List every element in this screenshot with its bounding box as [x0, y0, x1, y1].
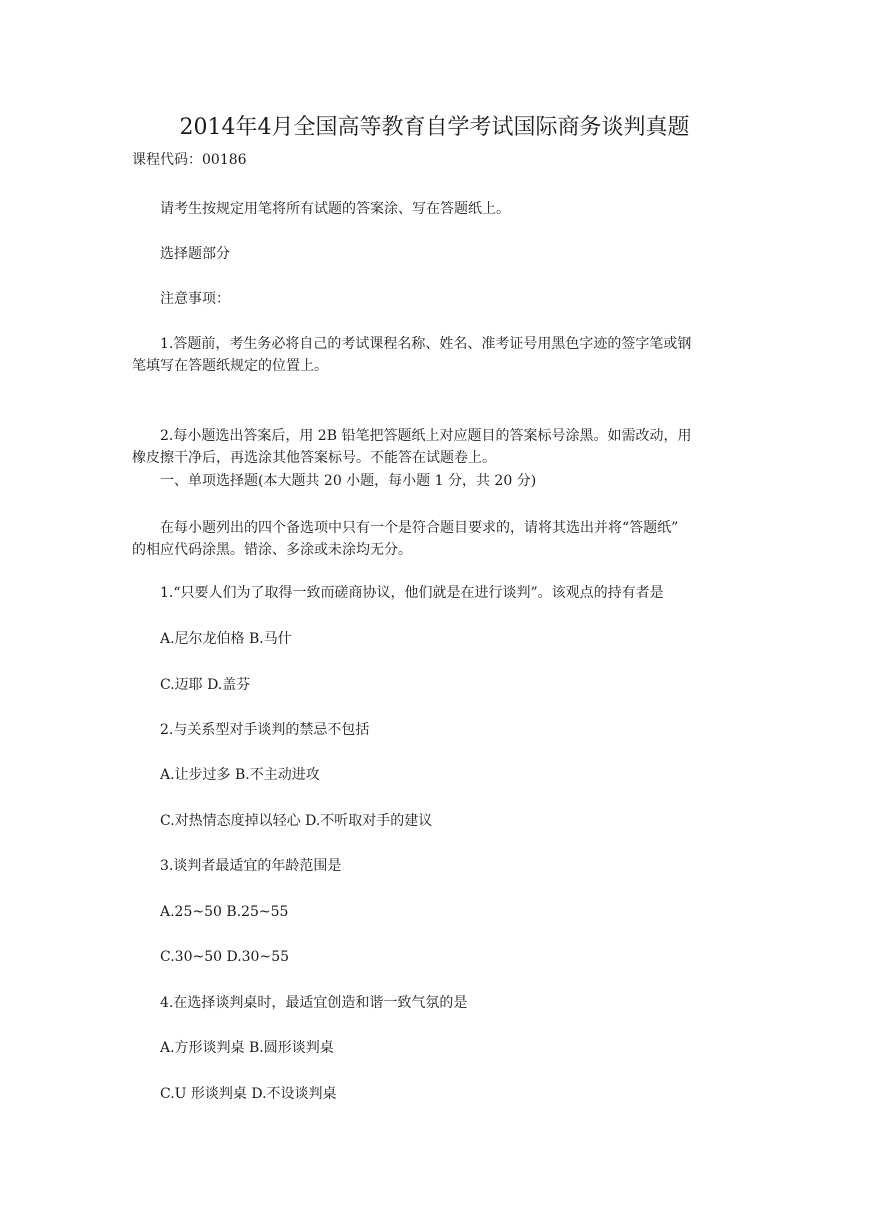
note-2-line-1: 2.每小题选出答案后，用 2B 铅笔把答题纸上对应题目的答案标号涂黑。如需改动，用 — [160, 428, 692, 444]
question-3-options-cd: C.30~50 D.30~55 — [160, 949, 290, 965]
note-1-line-2: 笔填写在答题纸规定的位置上。 — [132, 358, 328, 374]
section-heading: 选择题部分 — [160, 246, 230, 262]
document-title: 2014年4月全国高等教育自学考试国际商务谈判真题 — [179, 115, 690, 140]
question-1-stem: 1.“只要人们为了取得一致而磋商协议，他们就是在进行谈判”。该观点的持有者是 — [160, 585, 664, 601]
question-4-options-cd: C.U 形谈判桌 D.不设谈判桌 — [160, 1086, 337, 1102]
question-4-options-ab: A.方形谈判桌 B.圆形谈判桌 — [160, 1040, 334, 1056]
question-4-stem: 4.在选择谈判桌时，最适宜创造和谐一致气氛的是 — [160, 995, 468, 1011]
part-one-instruction — [132, 517, 742, 561]
question-2-stem: 2.与关系型对手谈判的禁忌不包括 — [160, 722, 370, 738]
question-2-options-ab: A.让步过多 B.不主动进攻 — [160, 767, 320, 783]
part-one-instruction-line-1: 在每小题列出的四个备选项中只有一个是符合题目要求的，请将其选出并将“答题纸” — [160, 520, 679, 536]
question-2-options-cd: C.对热情态度掉以轻心 D.不听取对手的建议 — [160, 813, 433, 829]
note-2-line-2: 橡皮擦干净后，再选涂其他答案标号。不能答在试题卷上。 — [132, 450, 496, 466]
question-3-stem: 3.谈判者最适宜的年龄范围是 — [160, 858, 342, 874]
answer-instruction: 请考生按规定用笔将所有试题的答案涂、写在答题纸上。 — [160, 201, 510, 217]
question-1-options-cd: C.迈耶 D.盖芬 — [160, 677, 251, 693]
note-1 — [132, 333, 742, 377]
part-one-instruction-line-2: 的相应代码涂黑。错涂、多涂或未涂均无分。 — [132, 542, 412, 558]
note-2 — [132, 425, 742, 469]
question-1-options-ab: A.尼尔龙伯格 B.马什 — [160, 631, 292, 647]
part-one-heading: 一、单项选择题(本大题共 20 小题，每小题 1 分，共 20 分) — [160, 473, 537, 489]
note-1-line-1: 1.答题前，考生务必将自己的考试课程名称、姓名、准考证号用黑色字迹的签字笔或钢 — [160, 336, 692, 352]
notes-heading: 注意事项： — [160, 291, 230, 307]
course-code: 课程代码：00186 — [132, 152, 247, 168]
question-3-options-ab: A.25~50 B.25~55 — [160, 904, 289, 920]
